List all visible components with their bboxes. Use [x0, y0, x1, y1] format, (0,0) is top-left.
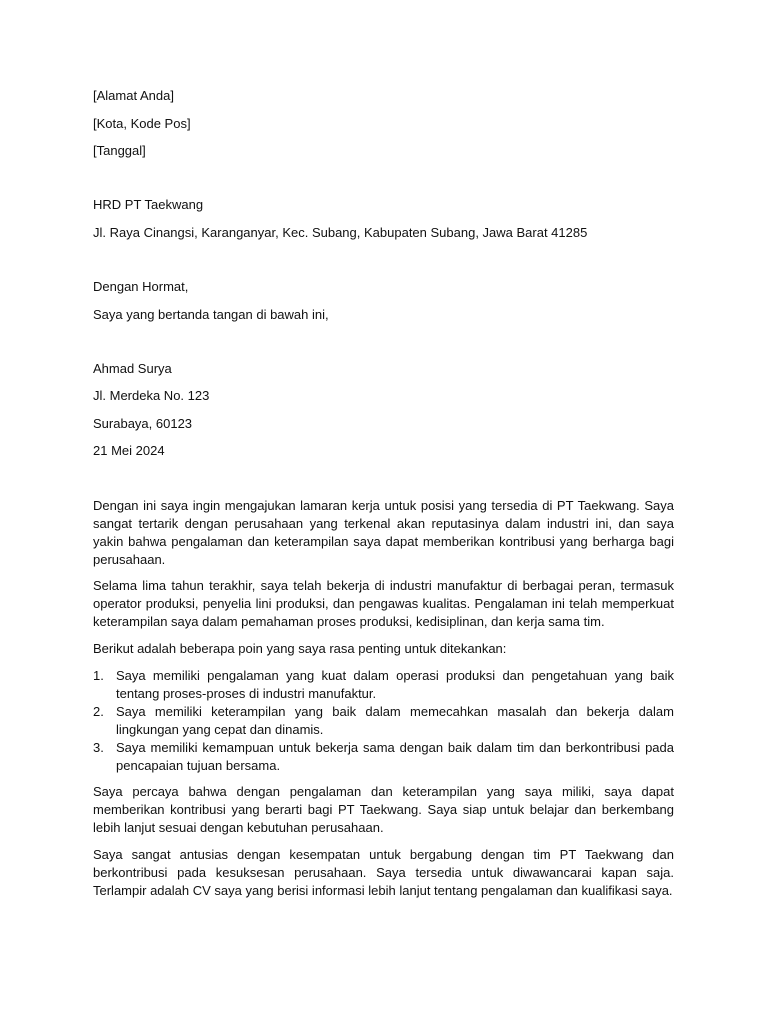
list-number: 3.: [93, 740, 104, 755]
paragraph-3: Berikut adalah beberapa poin yang saya rasa penting untuk ditekankan:: [93, 641, 507, 656]
applicant-name: Ahmad Surya: [93, 361, 172, 376]
paragraph-2: Selama lima tahun terakhir, saya telah bekerja di industri manufaktur di berbagai peran, termasuk operator produksi, penyelia lini produksi, dan pengawas kualitas. Pengalaman ini telah memperkuat keterampilan saya dalam pemahaman proses produksi, kedisiplinan, dan kerja sama tim.: [93, 578, 674, 629]
sender-date: [Tanggal]: [93, 143, 146, 158]
recipient-address: Jl. Raya Cinangsi, Karanganyar, Kec. Subang, Kabupaten Subang, Jawa Barat 41285: [93, 225, 588, 240]
points-list: [93, 667, 674, 775]
paragraph-5: Saya sangat antusias dengan kesempatan untuk bergabung dengan tim PT Taekwang dan berkontribusi pada kesuksesan perusahaan. Saya tersedia untuk diwawancarai kapan saja. Terlampir adalah CV saya yang berisi informasi lebih lanjut tentang pengalaman dan kualifikasi saya.: [93, 847, 674, 898]
sender-city-postcode: [Kota, Kode Pos]: [93, 116, 191, 131]
list-item: [93, 667, 674, 703]
applicant-city: Surabaya, 60123: [93, 416, 193, 431]
applicant-street: Jl. Merdeka No. 123: [93, 388, 210, 403]
salutation: Dengan Hormat,: [93, 279, 189, 294]
list-text: Saya memiliki keterampilan yang baik dalam memecahkan masalah dan bekerja dalam lingkungan yang cepat dan dinamis.: [116, 704, 674, 737]
list-text: Saya memiliki pengalaman yang kuat dalam operasi produksi dan pengetahuan yang baik tentang proses-proses di industri manufaktur.: [116, 668, 674, 701]
list-number: 1.: [93, 668, 104, 683]
sender-address: [Alamat Anda]: [93, 88, 174, 103]
paragraph-4: Saya percaya bahwa dengan pengalaman dan keterampilan yang saya miliki, saya dapat memberikan kontribusi yang berarti bagi PT Taekwang. Saya siap untuk belajar dan berkembang lebih lanjut sesuai dengan kebutuhan perusahaan.: [93, 784, 674, 835]
list-number: 2.: [93, 704, 104, 719]
list-text: Saya memiliki kemampuan untuk bekerja sama dengan baik dalam tim dan berkontribusi pada pencapaian tujuan bersama.: [116, 740, 674, 773]
list-item: [93, 703, 674, 739]
applicant-date: 21 Mei 2024: [93, 443, 165, 458]
intro-line: Saya yang bertanda tangan di bawah ini,: [93, 307, 329, 322]
recipient-name: HRD PT Taekwang: [93, 197, 204, 212]
list-item: [93, 739, 674, 775]
paragraph-1: Dengan ini saya ingin mengajukan lamaran kerja untuk posisi yang tersedia di PT Taekwang. Saya sangat tertarik dengan perusahaan yang terkenal akan reputasinya dalam industri ini, dan saya yakin bahwa pengalaman dan keterampilan saya dapat memberikan kontribusi yang berharga bagi perusahaan.: [93, 498, 674, 567]
